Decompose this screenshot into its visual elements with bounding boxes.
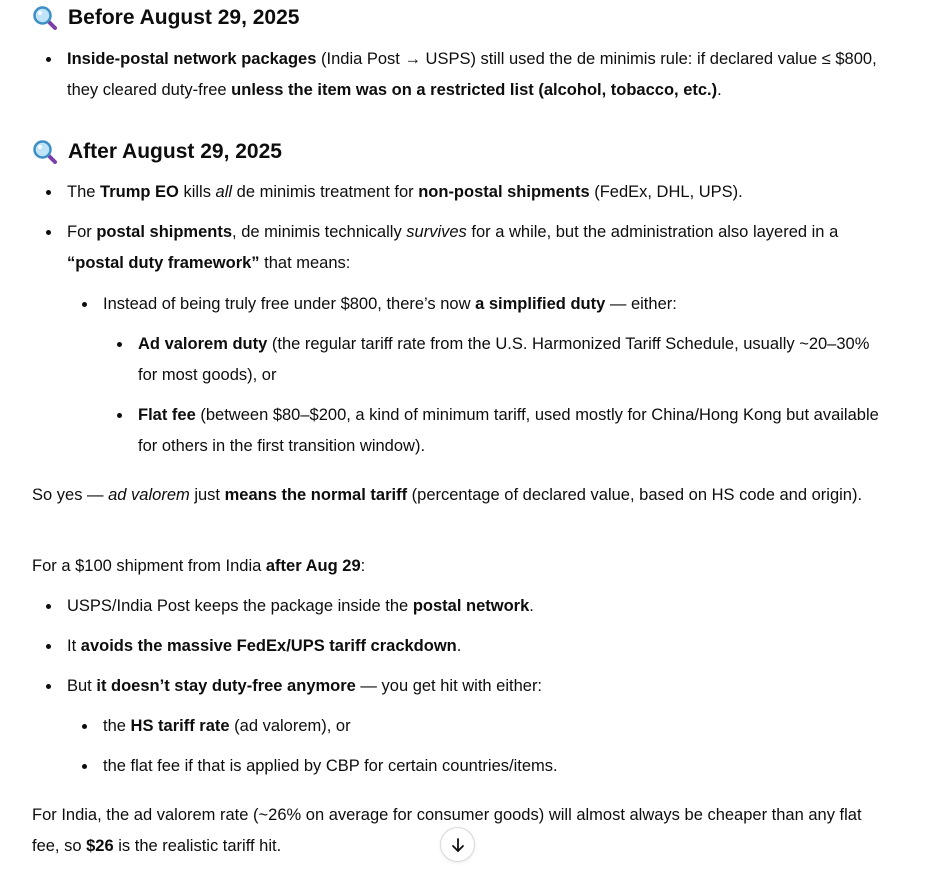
list-item: It avoids the massive FedEx/UPS tariff crackdown. [67, 631, 887, 662]
list-item: Ad valorem duty (the regular tariff rate from the U.S. Harmonized Tariff Schedule, usually ~20–30% for most goods), or [138, 329, 883, 391]
list-item: Instead of being truly free under $800, there’s now a simplified duty — either: [103, 289, 893, 320]
before-list [67, 44, 887, 106]
heading-before-text: Before August 29, 2025 [68, 6, 300, 29]
list-item: Inside-postal network packages (India Post → USPS) still used the de minimis rule: if declared value ≤ $800, they cleared duty-free unless the item was on a restricted list (alcohol, tobacco, etc.). [67, 44, 887, 106]
paragraph-conclusion: For India, the ad valorem rate (~26% on average for consumer goods) will almost always be cheaper than any flat fee, so $26 is the realistic tariff hit. [32, 806, 862, 855]
scroll-to-bottom-button[interactable] [440, 827, 475, 862]
magnifying-glass-icon [32, 5, 58, 31]
list-item: USPS/India Post keeps the package inside the postal network. [67, 591, 887, 622]
list-item: the HS tariff rate (ad valorem), or [103, 711, 883, 742]
shipment-list-2 [67, 631, 887, 662]
paragraph-ad-valorem: So yes — ad valorem just means the normal tariff (percentage of declared value, based on HS code and origin). [32, 486, 863, 504]
list-item: For postal shipments, de minimis technically survives for a while, but the administration also layered in a “postal duty framework” that means: [67, 217, 897, 279]
list-item: But it doesn’t stay duty-free anymore — you get hit with either: [67, 671, 887, 702]
shipment-sublist-1 [103, 711, 883, 742]
heading-after [32, 136, 282, 168]
shipment-list-3 [67, 671, 887, 702]
paragraph-100-shipment: For a $100 shipment from India after Aug 29: [32, 557, 366, 575]
after-list [67, 177, 897, 208]
magnifying-glass-icon [32, 139, 58, 165]
heading-after-text: After August 29, 2025 [68, 140, 282, 163]
list-item: The Trump EO kills all de minimis treatment for non-postal shipments (FedEx, DHL, UPS). [67, 177, 897, 208]
after-sublist [103, 289, 893, 320]
shipment-list-1 [67, 591, 887, 622]
after-subsublist-1 [138, 329, 883, 391]
after-subsublist-2 [138, 400, 883, 462]
heading-before [32, 2, 299, 34]
list-item: Flat fee (between $80–$200, a kind of minimum tariff, used mostly for China/Hong Kong but available for others in the first transition window). [138, 400, 883, 462]
arrow-down-icon [449, 836, 467, 854]
list-item: the flat fee if that is applied by CBP for certain countries/items. [103, 751, 883, 782]
after-list-2 [67, 217, 897, 279]
shipment-sublist-2 [103, 751, 883, 782]
